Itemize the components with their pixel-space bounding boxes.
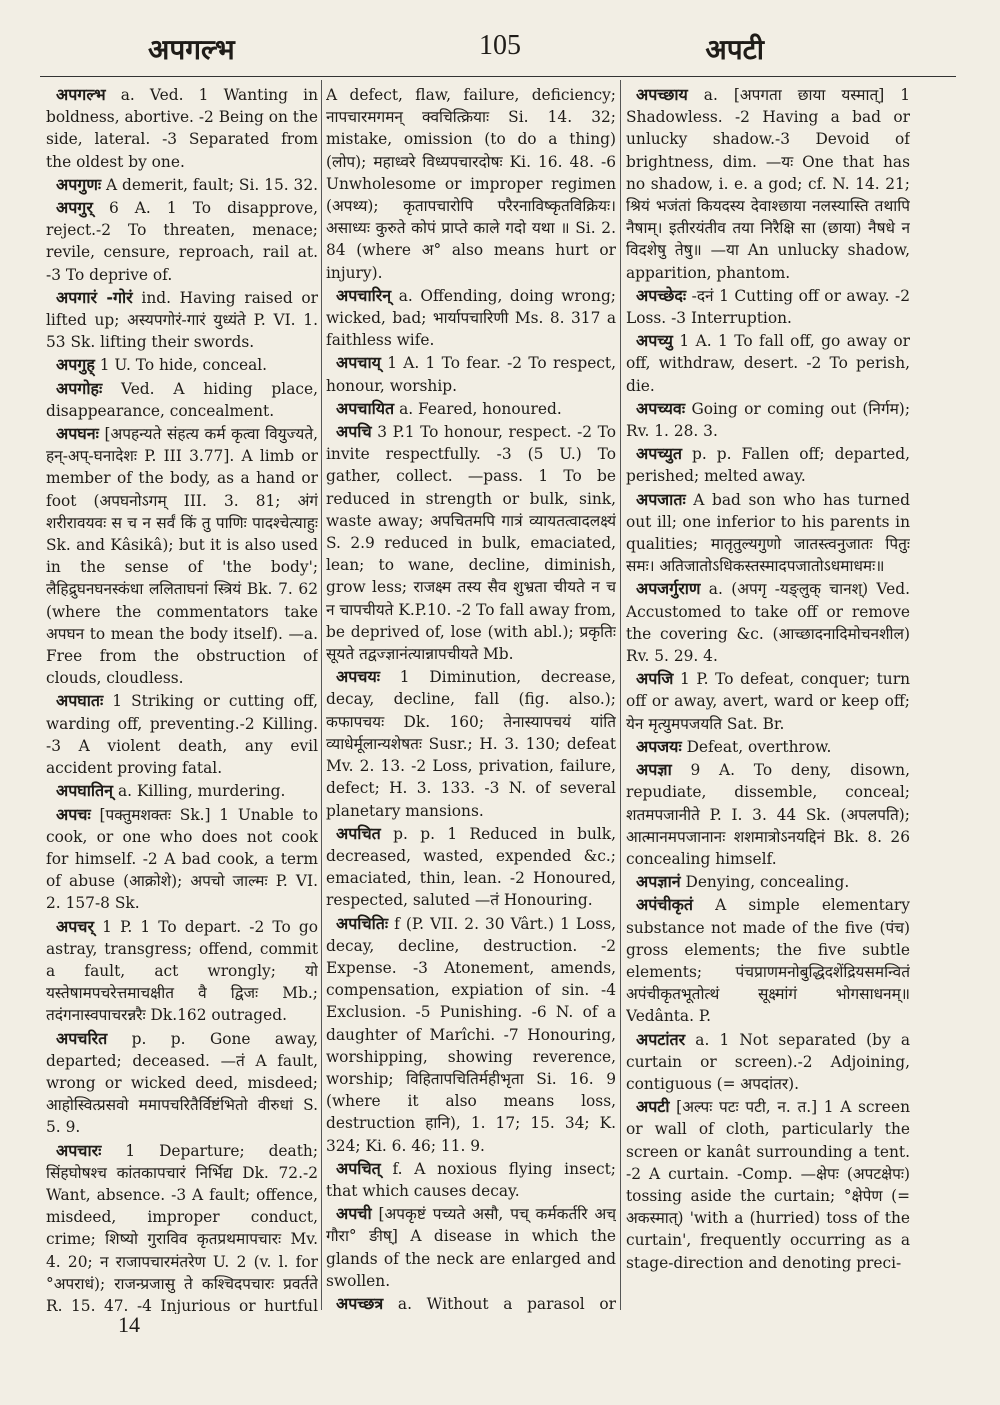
entry-definition: a. Feared, honoured. [394, 399, 562, 418]
entry-definition: 1 A. 1 To fear. -2 To respect, honour, worship. [326, 354, 616, 395]
entry-definition: A defect, flaw, failure, deficiency; नापचारमगमन् क्वचित्क्रियाः Si. 14. 32; mistake, omission (to do a thing) (लोप); महाध्वरे विध्यपचारदोषः Ki. 16. 48. -6 Unwholesome or improper regimen (अपथ्य); कृतापचारोपि परैरनाविष्कृतविक्रियः। असाध्यः कुरुते कोपं प्राप्ते काले गदो यथा ॥ Si. 2. 84 (where अ° also means hurt or injury). [326, 86, 616, 282]
entry-definition: Going or coming out (निर्गम); Rv. 1. 28. 3. [626, 399, 910, 441]
dictionary-entry [46, 690, 318, 779]
headword: अपगुर् [56, 198, 93, 218]
headword: अपघातः [56, 691, 104, 711]
headword: अपज्ञा [636, 760, 672, 780]
entry-definition: f (P. VII. 2. 30 Vârt.) 1 Loss, decay, decline, destruction. -2 Expense. -3 Atonement, amends, compensation, expiation of sin. -4 Exclusion. -5 Punishing. -6 N. of a daughter of Marîchi. -7 Honouring, worshipping, showing reverence, worship; विहितापचितिर्महीभृता Si. 16. 9 (where it also means loss, destruction हानि), 1. 17; 15. 34; K. 324; Ki. 6. 46; 11. 9. [326, 914, 616, 1155]
entry-definition: 1 U. To hide, conceal. [94, 356, 268, 375]
entry-definition: 6 A. 1 To disapprove, reject.-2 To threaten, menace; revile, censure, reproach, rail at. -3 To deprive of. [46, 199, 318, 284]
dictionary-entry [326, 84, 616, 284]
dictionary-entry [326, 666, 616, 821]
dictionary-entry [626, 1096, 910, 1274]
headword: अपजर्गुराण [636, 579, 701, 599]
entry-definition: a. Ved. 1 Wanting in boldness, abortive. -2 Being on the side, lateral. -3 Separated from the oldest by one. [46, 86, 318, 171]
headword: अपचित [336, 823, 381, 843]
dictionary-entry [46, 804, 318, 915]
entry-definition: a. (अपगृ -यङ्लुक् चानश्) Ved. Accustomed to take off or remove the covering &c. (आच्छादनादिमोचनशील) Rv. 5. 29. 4. [626, 580, 910, 666]
dictionary-entry [326, 913, 616, 1157]
dictionary-entry [46, 174, 318, 196]
dictionary-entry [326, 1158, 616, 1202]
dictionary-entry [626, 1029, 910, 1096]
dictionary-entry [626, 668, 910, 735]
dictionary-entry [626, 736, 910, 758]
entry-definition: Denying, concealing. [680, 873, 850, 892]
entry-definition: a. Without a parasol or [397, 1294, 616, 1313]
entry-definition: 1 Striking or cutting off, warding off, preventing.-2 Killing. -3 A violent death, any evil accident proving fatal. [46, 692, 318, 778]
dictionary-entry [46, 197, 318, 286]
dictionary-entry [46, 1028, 318, 1139]
header-rule [40, 76, 956, 77]
dictionary-entry [626, 578, 910, 667]
page-number: 105 [479, 30, 521, 61]
headword: अपचितिः [336, 913, 389, 933]
dictionary-entry [326, 398, 616, 420]
entry-definition: p. p. 1 Reduced in bulk, decreased, wasted, expended &c.; emaciated, thin, lean. -2 Honoured, respected, saluted —तं Honouring. [326, 824, 616, 910]
dictionary-entry [626, 489, 910, 578]
dictionary-entry [46, 378, 318, 422]
entry-definition: [अल्पः पटः पटी, न. त.] 1 A screen or wall of cloth, particularly the screen or kanât surrounding a tent. -2 A curtain. -Comp. —क्षेपः (अपटक्षेपः) tossing aside the curtain; °क्षेपेण (= अकस्मात्) 'with a (hurried) toss of the curtain', frequently occurring as a stage-direction and denoting preci- [626, 1098, 910, 1272]
dictionary-entry [626, 871, 910, 893]
headword: अपगारं -गोरं [56, 287, 133, 307]
dictionary-entry [326, 1293, 616, 1314]
headword: अपचायित [336, 398, 395, 418]
entry-definition: 1 Departure; death; सिंहघोषश्च कांतकापचारं निर्भिद्य Dk. 72.-2 Want, absence. -3 A fault; offence, misdeed, improper conduct, crime; शिष्यो गुराविव कृतप्रथमापचारः Mv. 4. 20; न राजापचारमंतरेण U. 2 (v. l. for °अपराधं); राजन्प्रजासु ते कश्चिदपचारः प्रवर्तते R. 15. 47. -4 Injurious or hurtful [46, 1141, 318, 1314]
headword: अपगुह् [56, 355, 95, 375]
dictionary-entry [326, 421, 616, 665]
headword: अपघातिन् [56, 781, 114, 801]
column-2 [326, 84, 616, 1314]
signature-mark: 14 [118, 1312, 140, 1337]
headword: अपचर् [56, 916, 95, 936]
entry-definition: a. Killing, murdering. [113, 782, 286, 801]
dictionary-entry [46, 780, 318, 802]
headword: अपजि [636, 669, 674, 689]
headword: अपचारिन् [336, 285, 392, 305]
dictionary-entry [626, 443, 910, 487]
dictionary-entry [626, 84, 910, 284]
column-3 [626, 84, 910, 1314]
headword: अपच्छेदः [636, 285, 687, 305]
dictionary-entry [326, 823, 616, 912]
dictionary-entry [46, 423, 318, 689]
entry-definition: 1 Diminution, decrease, decay, decline, fall (fig. also.); कफापचयः Dk. 160; तेनास्यापचयं यांति व्याधेर्मूलान्यशेषतः Susr.; H. 3. 130; defeat Mv. 2. 13. -2 Loss, privation, failure, defect; H. 3. 133. -3 N. of several planetary mansions. [326, 668, 616, 820]
entry-definition: 1 A. 1 To fall off, go away or off, withdraw, desert. -2 To perish, die. [626, 332, 910, 395]
entry-definition: Ved. A hiding place, disappearance, concealment. [46, 379, 318, 420]
headword: अपचरित [56, 1028, 108, 1048]
headword: अपचयः [336, 667, 380, 687]
entry-definition: A bad son who has turned out ill; one inferior to his parents in qualities; मातृतुल्यगुणो जातस्त्वनुजातः पितुः समः। अतिजातोऽधिकस्तस्मादपजातोऽधमाधमः॥ [626, 490, 910, 576]
entry-definition: ind. Having raised or lifted up; अस्यपगोरं-गारं युध्यंते P. VI. 1. 53 Sk. lifting their swords. [46, 288, 318, 352]
headword: अपजातः [636, 489, 686, 509]
headword: अपच्यवः [636, 398, 686, 418]
headword: अपटी [636, 1097, 670, 1117]
dictionary-entry [626, 759, 910, 870]
headword: अपटांतर [636, 1029, 686, 1049]
headword: अपच्छत्र [336, 1293, 384, 1313]
headword: अपज्ञानं [636, 872, 681, 892]
entry-definition: A demerit, fault; Si. 15. 32. [101, 175, 318, 194]
headword: अपगुणः [56, 174, 102, 194]
entry-definition: p. p. Gone away, departed; deceased. —तं A fault, wrong or wicked deed, misdeed; आहोस्वित्प्रसवो ममापचरितैर्विष्टंभितो वीरुधां S. 5. 9. [46, 1029, 318, 1137]
headword: अपचाय् [336, 353, 381, 373]
dictionary-entry [326, 285, 616, 352]
headword: अपगोहः [56, 378, 103, 398]
entry-definition: a. 1 Not separated (by a curtain or screen).-2 Adjoining, contiguous (= अपदांतर). [626, 1030, 910, 1093]
headword: अपजयः [636, 736, 682, 756]
entry-definition: 1 P. 1 To depart. -2 To go astray, transgress; offend, commit a fault, act wrongly; यो यस्तेषामपचरेत्तमाचक्षीत वै द्विजः Mb.; तदंगनास्वपाचरन्नरैः Dk.162 outraged. [46, 917, 318, 1025]
column-1 [46, 84, 318, 1314]
dictionary-entry [626, 285, 910, 329]
dictionary-entry [46, 1140, 318, 1314]
entry-definition: 3 P.1 To honour, respect. -2 To invite respectfully. -3 (5 U.) To gather, collect. —pass. 1 To be reduced in strength or bulk, sink, waste away; अपचितमपि गात्रं व्यायतत्वादलक्ष्यं S. 2.9 reduced in bulk, emaciated, lean; to wane, decline, diminish, grow less; राजक्ष्म तस्य सैव शुभ्रता चीयते न च न चापचीयते K.P.10. -2 To fall away from, be deprived of, lose (with abl.); प्रकृतिः सूयते तद्वज्ज्ञानंत्यान्नापचीयते Mb. [326, 423, 616, 664]
column-divider [620, 80, 621, 1310]
entry-definition: A simple elementary substance not made of the five (पंच) gross elements; the five subtle elements; पंचप्राणमनोबुद्धिदशेंद्रियसमन्वितं अपंचीकृतभूतोत्थं सूक्ष्मांगं भोगसाधनम्॥ Vedânta. P. [626, 896, 910, 1026]
headword: अपचारः [56, 1140, 102, 1160]
headword: अपचः [56, 804, 91, 824]
dictionary-entry [626, 894, 910, 1027]
dictionary-entry [46, 916, 318, 1027]
entry-definition: [पक्तुमशक्तः Sk.] 1 Unable to cook, or one who does not cook for himself. -2 A bad cook, a term of abuse (आक्रोशे); अपचो जाल्मः P. VI. 2. 157-8 Sk. [46, 805, 318, 913]
dictionary-entry [626, 330, 910, 397]
entry-definition: -दनं 1 Cutting off or away. -2 Loss. -3 Interruption. [626, 286, 910, 328]
running-head-left: अपगल्भ [148, 33, 235, 66]
headword: अपच्युत [636, 444, 683, 464]
headword: अपच्यु [636, 331, 673, 351]
entry-definition: a. [अपगता छाया यस्मात्] 1 Shadowless. -2 Having a bad or unlucky shadow.-3 Devoid of brightness, dim. —यः One that has no shadow, i. e. a god; cf. N. 14. 21; श्रियं भजंतां कियदस्य देवाश्छाया नलस्यास्ति तथापि नैषाम्। इतीरयंतीव तया निरैक्षि सा (छाया) नैषधे न विदशेषु तेषु॥ —या An unlucky shadow, apparition, phantom. [626, 86, 910, 282]
headword: अपंचीकृतं [636, 895, 694, 915]
dictionary-entry [326, 1203, 616, 1292]
dictionary-entry [46, 354, 318, 376]
running-head-right: अपटी [705, 33, 764, 66]
dictionary-entry [46, 287, 318, 354]
headword: अपच्छाय [636, 85, 688, 104]
entry-definition: 1 P. To defeat, conquer; turn off or away, avert, ward or keep off; येन मृत्युमपजयति Sat. Br. [626, 670, 910, 733]
headword: अपचि [336, 422, 372, 442]
column-divider [321, 80, 322, 1310]
entry-definition: [अपकृष्टं पच्यते असौ, पच् कर्मकर्तरि अच् गौरा° ङीष्] A disease in which the glands of the neck are enlarged and swollen. [326, 1205, 616, 1290]
headword: अपगल्भ [56, 85, 106, 104]
entry-definition: a. Offending, doing wrong; wicked, bad; भार्यापचारिणी Ms. 8. 317 a faithless wife. [326, 286, 616, 350]
entry-definition: [अपहन्यते संहत्य कर्म कृत्वा वियुज्यते, हन्-अप्-घनादेशः P. III 3.77]. A limb or member of the body, as a hand or foot (अपघनोऽगम् III. 3. 81; अंगं शरीरावयवः स च न सर्वं किं तु पाणिः पादश्चेत्याहुः Sk. and Kâsikâ); but it is also used in the sense of 'the body'; लैहिद्रुघनघनस्कंधा ललिताघनां स्त्रियं Bk. 7. 62 (where the commentators take अपघन to mean the body itself). —a. Free from the obstruction of clouds, cloudless. [46, 425, 318, 688]
entry-definition: 9 A. To deny, disown, repudiate, dissemble, conceal; शतमपजानीते P. I. 3. 44 Sk. (अपलपति); आत्मानमपजानानः शशमात्रोऽनयद्दिनं Bk. 8. 26 concealing himself. [626, 761, 910, 868]
dictionary-entry [46, 84, 318, 173]
entry-definition: p. p. Fallen off; departed, perished; melted away. [626, 445, 910, 486]
entry-definition: Defeat, overthrow. [681, 737, 832, 756]
headword: अपची [336, 1204, 372, 1224]
dictionary-entry [626, 398, 910, 442]
entry-definition: f. A noxious flying insect; that which causes decay. [326, 1159, 616, 1200]
headword: अपघनः [56, 424, 99, 444]
dictionary-entry [326, 352, 616, 396]
headword: अपचित् [336, 1158, 381, 1178]
